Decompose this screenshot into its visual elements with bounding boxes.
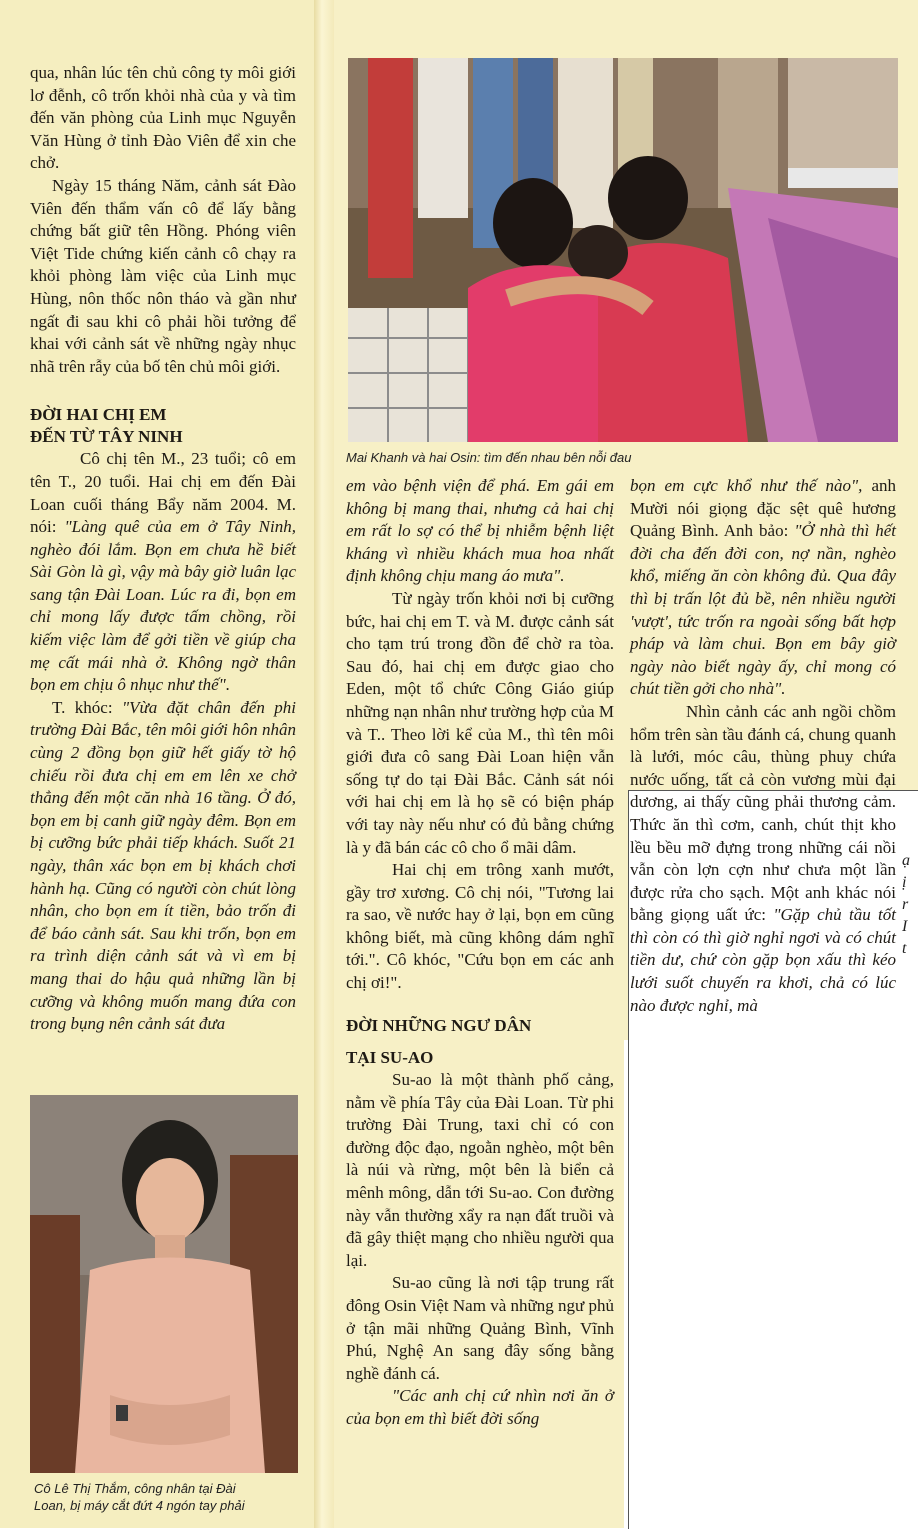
- edge-fragment: r: [902, 896, 909, 913]
- section-heading-fishermen: [346, 1015, 614, 1069]
- column-3: [630, 475, 896, 1017]
- heading-line-2: TẠI SU-AO: [346, 1048, 434, 1067]
- col1-paragraph-3: [30, 448, 296, 697]
- col1-paragraph-2: Ngày 15 tháng Năm, cảnh sát Đào Viên đến thẩm vấn cô để lấy bằng chứng bất giữ tên Hồng. Phóng viên Việt Tide chứng kiến cảnh cô chạy ra khỏi phòng làm việc của Linh mục Hùng, nôn thốc nôn tháo và gần như ngất đi sau khi cô phải hồi tưởng để khai với cảnh sát về những ngày nhục nhã trên rẫy của bố tên chủ môi giới.: [30, 175, 296, 376]
- col3-paragraph-2: [630, 701, 896, 1017]
- col3-paragraph-1: [630, 475, 896, 701]
- col3-p2-text: Nhìn cảnh các anh ngồi chồm hổm trên sàn tầu đánh cá, chung quanh là lưới, móc câu, thùng phuy chứa nước uống, tất cả còn vương mùi đại dương, ai thấy cũng phải thương cảm. Thức ăn thì cơm, canh, chút thịt kho lều bều mỡ đựng trong những cái nồi vẫn còn lợn cợn như chưa một lần được rửa cho sạch. Một anh khác nói bằng giọng uất ức:: [630, 701, 896, 925]
- caption-line-2: Loan, bị máy cắt đứt 4 ngón tay phải: [34, 1498, 245, 1513]
- caption-top-photo: Mai Khanh và hai Osin: tìm đến nhau bên nỗi đau: [346, 450, 632, 465]
- heading-line-1: ĐỜI NHỮNG NGƯ DÂN: [346, 1016, 532, 1035]
- col3-p1-text: anh Mười nói giọng đặc sệt quê hương Quảng Bình. Anh bảo:: [630, 476, 896, 541]
- column-2-upper: [346, 475, 614, 995]
- photo-hugging-women-image: [348, 58, 898, 442]
- photo-injured-worker-image: [30, 1095, 298, 1473]
- col2-paragraph-1: em vào bệnh viện để phá. Em gái em không bị mang thai, nhưng cả hai chị em rất lo sợ có thể bị nhiễm bệnh liệt kháng vì nhiều khách mua hoa nhất định không chịu mang áo mưa".: [346, 476, 614, 586]
- photo-injured-worker: [30, 1095, 298, 1473]
- edge-fragment: ạ: [902, 852, 910, 869]
- section-heading-sisters: [30, 404, 296, 448]
- col3-p1-quote: bọn em cực khổ như thế nào",: [630, 476, 863, 495]
- caption-line-1: Cô Lê Thị Thắm, công nhân tại Đài: [34, 1481, 236, 1496]
- caption-bottom-photo: [34, 1480, 314, 1514]
- col1-paragraph-4: [30, 697, 296, 1036]
- edge-fragments: [902, 850, 918, 1000]
- paper-fold: [314, 0, 334, 1528]
- edge-fragment: I: [902, 918, 908, 935]
- photo-hugging-women: [348, 58, 898, 442]
- col2-paragraph-4: Su-ao là một thành phố cảng, nằm về phía Tây của Đài Loan. Từ phi trường Đài Trung, taxi chỉ có con đường độc đạo, ngoằn nghèo, một bên là núi và rừng, một bên là biển cả mênh mông, dẫn tới Su-ao. Con đường này vẫn thường xẩy ra nạn đất truồi và đã gây thiệt mạng cho nhiều người qua lại.: [346, 1070, 614, 1270]
- col2-paragraph-3: Hai chị em trông xanh mướt, gầy trơ xương. Cô chị nói, "Tương lai ra sao, về nước hay ở lại, bọn em cũng không biết, mà cũng không dám nghĩ tới.". Cô khóc, "Cứu bọn em các anh chị ơi!".: [346, 860, 614, 993]
- col1-p3-text: Cô chị tên M., 23 tuổi; cô em tên T., 20 tuổi. Hai chị em đến Đài Loan cuối tháng Bẩy năm 2004. M. nói:: [30, 449, 296, 537]
- col1-p4-quote: "Vừa đặt chân đến phi trường Đài Bắc, tên môi giới hôn nhân cùng 2 đồng bọn giữ hết giấy tờ hộ chiếu rồi đưa chị em em lên xe chở thẳng đến một căn nhà 16 tầng. Ở đó, bọn em bị canh giữ ngày đêm. Bọn em bị cưỡng bức phải tiếp khách. Suốt 21 ngày, thân xác bọn em bị khách chơi hành hạ. Cũng có người còn chút lòng nhân, cho bọn em ít tiền, bảo trốn đi để báo cảnh sát. Sau khi trốn, bọn em ra trình diện cảnh sát và vì em bị mang thai do hậu quả những lần bị cưỡng và không muốn mang đứa con trong bụng nên cảnh sát đưa: [30, 697, 296, 1034]
- col3-p1-quote-2: "Ở nhà thì hết đời cha đến đời con, nợ nần, nghèo khổ, miếng ăn còn không đủ. Qua đây thì bị trấn lột đủ bề, nên nhiều người 'vượt', tức trốn ra ngoài sống bất hợp pháp và làm chui. Bọn em bây giờ ngày nào biết ngày ấy, chỉ mong có chút tiền gởi cho nhà".: [630, 521, 896, 699]
- column-1: [30, 62, 296, 1036]
- column-2-lower: [346, 1015, 614, 1431]
- col2-paragraph-2: Từ ngày trốn khỏi nơi bị cưỡng bức, hai chị em T. và M. được cảnh sát cho tạm trú trong đồn để chờ ra tòa. Sau đó, hai chị em được giao cho Eden, một tổ chức Công Giáo giúp những nạn nhân như trường hợp của M và T.. Theo lời kể của M., thì tên môi giới đưa cô sang Đài Loan hiện vẫn sống tự do tại Đài Bắc. Cảnh sát nói với hai chị em là họ sẽ có biện pháp với tay này nếu như có đủ bằng chứng là y đã bán các cô cho ổ mãi dâm.: [346, 588, 614, 857]
- heading-line-1: ĐỜI HAI CHỊ EM: [30, 405, 167, 425]
- col3-p2-quote: "Gặp chủ tầu tốt thì còn có thì giờ nghỉ ngơi và có chút tiền dư, chứ còn gặp bọn xấu thì kéo lưới suốt chuyến ra khơi, chả có lúc nào được nghỉ, mà: [630, 905, 896, 1015]
- heading-line-2: ĐẾN TỪ TÂY NINH: [30, 427, 183, 447]
- col1-p3-quote: "Làng quê của em ở Tây Ninh, nghèo đói lắm. Bọn em chưa hề biết Sài Gòn là gì, vậy mà bây giờ luân lạc sang tận Đài Loan. Lúc ra đi, bọn em chỉ mong lấy được tấm chồng, rồi kiếm việc làm để gởi tiền về giúp cha mẹ cất mái nhà ở. Không ngờ thân bọn em chịu ô nhục như thế".: [30, 517, 296, 695]
- edge-fragment: t: [902, 940, 907, 957]
- edge-fragment: ị: [902, 874, 907, 891]
- col2-paragraph-6: "Các anh chị cứ nhìn nơi ăn ở của bọn em thì biết đời sống: [346, 1386, 614, 1428]
- col1-paragraph-1: qua, nhân lúc tên chủ công ty môi giới lơ đễnh, cô trốn khỏi nhà của y và tìm đến văn phòng của Linh mục Nguyễn Văn Hùng ở tỉnh Đào Viên để xin che chở.: [30, 63, 296, 173]
- col1-p4-text: T. khóc:: [52, 697, 122, 717]
- col2-paragraph-5: Su-ao cũng là nơi tập trung rất đông Osin Việt Nam và những ngư phủ ở tận mãi những Quảng Bình, Vĩnh Phú, Nghệ An sang đây sống bằng nghề đánh cá.: [346, 1273, 614, 1383]
